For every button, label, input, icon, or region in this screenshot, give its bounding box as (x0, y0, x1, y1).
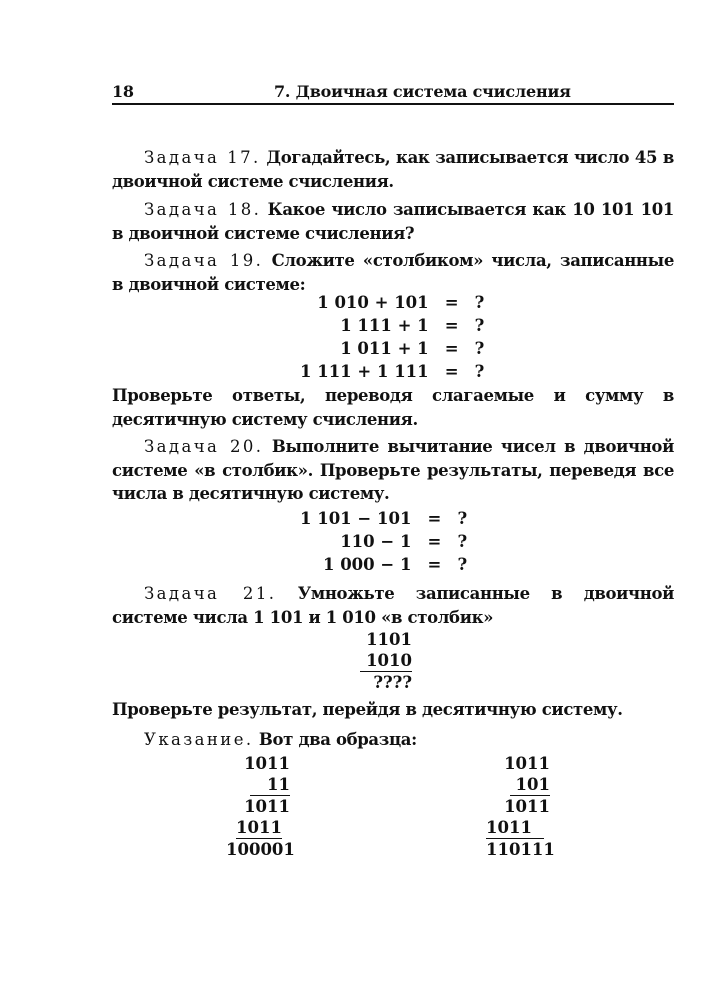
problem-21 (112, 582, 674, 629)
equation-rhs: ? (457, 532, 468, 551)
hint (112, 728, 674, 752)
problem-19-equations (300, 291, 489, 383)
equals-sign: = (444, 339, 459, 358)
problem-20-label: Задача 20. (144, 437, 264, 456)
equation-rhs: ? (457, 555, 468, 574)
example-1-line: 1011 (236, 818, 282, 837)
equation-row (300, 360, 489, 383)
header-rule (112, 103, 674, 105)
problem-21-after: Проверьте результат, перейдя в десятичную систему. (112, 700, 623, 719)
problem-17-label: Задача 17. (144, 148, 261, 167)
equation-row (300, 337, 489, 360)
equation-lhs: 1 111 + 1 111 (300, 362, 429, 381)
problem-18 (112, 198, 674, 245)
equation-rhs: ? (474, 316, 485, 335)
example-1-line-wrap (226, 774, 290, 796)
example-2-line-wrap (486, 817, 550, 839)
problem-18-label: Задача 18. (144, 200, 262, 219)
example-2-line: 110111 (486, 840, 555, 859)
equation-row (300, 553, 471, 576)
example-1-line: 1011 (244, 754, 290, 773)
equation-row (300, 530, 471, 553)
problem-20 (112, 435, 674, 506)
example-1-line: 100001 (226, 840, 295, 859)
example-1-line: 1011 (244, 797, 290, 816)
problem-20-equations (300, 507, 471, 576)
product-placeholder: ???? (373, 673, 412, 692)
problem-17 (112, 146, 674, 193)
equals-sign: = (444, 293, 459, 312)
example-2-line: 101 (510, 774, 550, 796)
hint-label: Указание. (144, 730, 254, 749)
equation-lhs: 1 111 + 1 (340, 316, 429, 335)
equation-row (300, 314, 489, 337)
equation-row (300, 507, 471, 530)
equation-row (300, 291, 489, 314)
example-1-line-wrap (226, 817, 290, 839)
example-2-line: 1011 (486, 817, 544, 839)
problem-19-after: Проверьте ответы, переводя слагаемые и сумму в десятичную систему счисления. (112, 386, 674, 429)
problem-19-text: Сложите «столбиком» числа, записанные в двоичной системе: (112, 251, 674, 294)
equals-sign: = (444, 316, 459, 335)
equals-sign: = (427, 532, 442, 551)
equation-lhs: 1 000 − 1 (322, 555, 412, 574)
equation-lhs: 110 − 1 (340, 532, 412, 551)
multiplicand: 1101 (366, 630, 412, 649)
problem-18-text: Какое число записывается как 10 101 101 в двоичной системе счисления? (112, 200, 674, 243)
chapter-title: 7. Двоичная система счисления (274, 82, 571, 101)
equation-rhs: ? (457, 509, 468, 528)
equals-sign: = (427, 555, 442, 574)
problem-19 (112, 249, 674, 296)
equation-rhs: ? (474, 362, 485, 381)
example-2 (486, 753, 555, 860)
equation-lhs: 1 011 + 1 (340, 339, 429, 358)
problem-19-label: Задача 19. (144, 251, 264, 270)
equals-sign: = (427, 509, 442, 528)
problem-20-text: Выполните вычитание чисел в двоичной системе «в столбик». Проверьте результаты, переведя все числа в десятичную систему. (112, 437, 674, 503)
example-2-line: 1011 (504, 797, 550, 816)
example-1-line: 11 (250, 774, 290, 796)
example-1 (226, 753, 295, 860)
problem-21-text: Умножьте записанные в двоичной системе числа 1 101 и 1 010 «в столбик» (112, 584, 674, 627)
multiplication-column (360, 629, 412, 693)
equation-rhs: ? (474, 339, 485, 358)
equation-rhs: ? (474, 293, 485, 312)
equation-lhs: 1 101 − 101 (300, 509, 412, 528)
equals-sign: = (444, 362, 459, 381)
example-2-line: 1011 (504, 754, 550, 773)
equation-lhs: 1 010 + 101 (317, 293, 429, 312)
hint-text: Вот два образца: (258, 730, 417, 749)
problem-21-label: Задача 21. (144, 584, 277, 603)
problem-17-text: Догадайтесь, как записывается число 45 в двоичной системе счисления. (112, 148, 674, 191)
page-number: 18 (112, 82, 134, 101)
multiplier: 1010 (360, 650, 412, 672)
example-2-line-wrap (486, 774, 550, 796)
